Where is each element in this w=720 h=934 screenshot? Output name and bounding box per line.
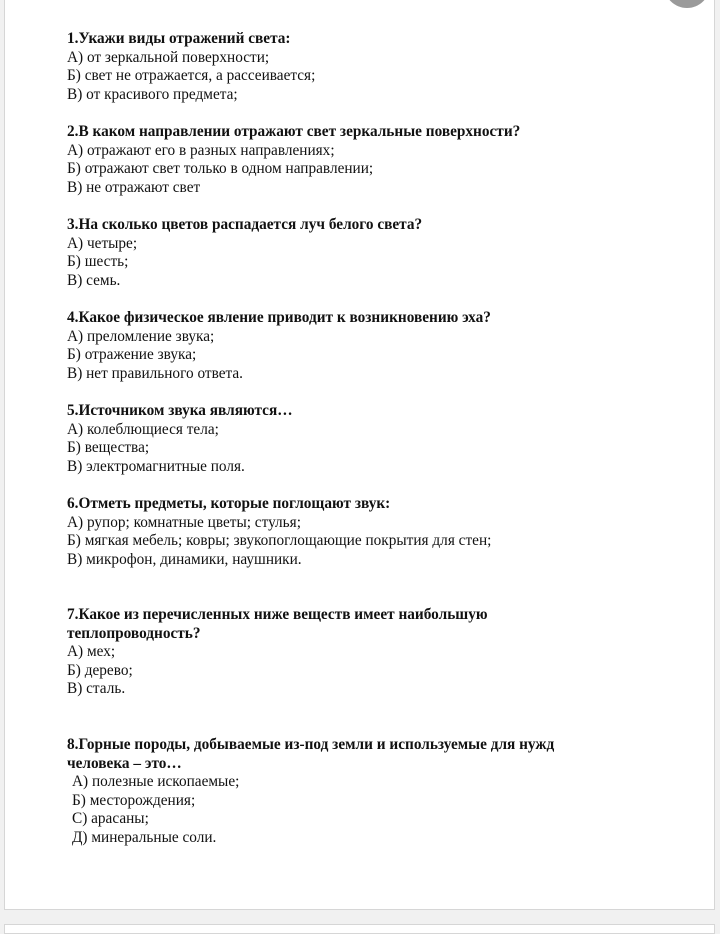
next-page-edge — [4, 924, 715, 934]
question-1 — [67, 30, 315, 104]
answer-option: Б) свет не отражается, а рассеивается; — [67, 67, 316, 85]
question-title-line: человека – это… — [67, 754, 182, 772]
question-title: 4.Какое физическое явление приводит к возникновению эха? — [67, 309, 491, 326]
answer-option: В) не отражают свет — [67, 178, 201, 196]
answer-option: Б) отражение звука; — [67, 346, 197, 364]
answer-option: А) колеблющиеся тела; — [67, 420, 219, 438]
answer-option: Б) вещества; — [67, 439, 150, 457]
answer-option: А) мех; — [67, 643, 116, 661]
answer-option: В) сталь. — [67, 680, 126, 698]
answer-option: А) отражают его в разных направлениях; — [67, 141, 335, 159]
question-title: 3.На сколько цветов распадается луч белого света? — [67, 216, 423, 233]
question-4 — [67, 309, 491, 383]
answer-option: А) рупор; комнатные цветы; стулья; — [67, 513, 301, 531]
answer-option: Б) отражают свет только в одном направлении; — [67, 160, 374, 178]
answer-option: А) от зеркальной поверхности; — [67, 48, 270, 66]
question-6 — [67, 495, 491, 569]
question-title: 2.В каком направлении отражают свет зеркальные поверхности? — [67, 123, 521, 140]
answer-option: Б) шесть; — [67, 253, 129, 271]
answer-option: Б) дерево; — [67, 661, 133, 679]
question-2 — [67, 123, 520, 197]
answer-option: В) от красивого предмета; — [67, 85, 238, 103]
question-8 — [67, 736, 554, 848]
answer-option: В) семь. — [67, 271, 121, 289]
question-title-line: теплопроводность? — [67, 624, 201, 642]
answer-option: А) преломление звука; — [67, 327, 215, 345]
question-3 — [67, 216, 422, 290]
question-title: 5.Источником звука являются… — [67, 402, 293, 419]
question-title-line: 7.Какое из перечисленных ниже веществ имеет наибольшую — [67, 606, 488, 623]
answer-option: А) полезные ископаемые; — [72, 773, 240, 791]
question-7 — [67, 606, 488, 699]
document-page — [4, 0, 715, 910]
answer-option: Д) минеральные соли. — [72, 828, 217, 846]
answer-option: В) электромагнитные поля. — [67, 457, 245, 475]
answer-option: Б) мягкая мебель; ковры; звукопоглощающие покрытия для стен; — [67, 532, 492, 550]
question-5 — [67, 402, 293, 476]
answer-option: А) четыре; — [67, 234, 138, 252]
question-title: 1.Укажи виды отражений света: — [67, 30, 291, 47]
question-title: 6.Отметь предметы, которые поглощают звук: — [67, 495, 391, 512]
question-title-line: 8.Горные породы, добываемые из-под земли и используемые для нужд — [67, 736, 555, 753]
answer-option: В) микрофон, динамики, наушники. — [67, 550, 302, 568]
answer-option: В) нет правильного ответа. — [67, 364, 243, 382]
answer-option: С) арасаны; — [72, 810, 149, 828]
answer-option: Б) месторождения; — [72, 791, 196, 809]
